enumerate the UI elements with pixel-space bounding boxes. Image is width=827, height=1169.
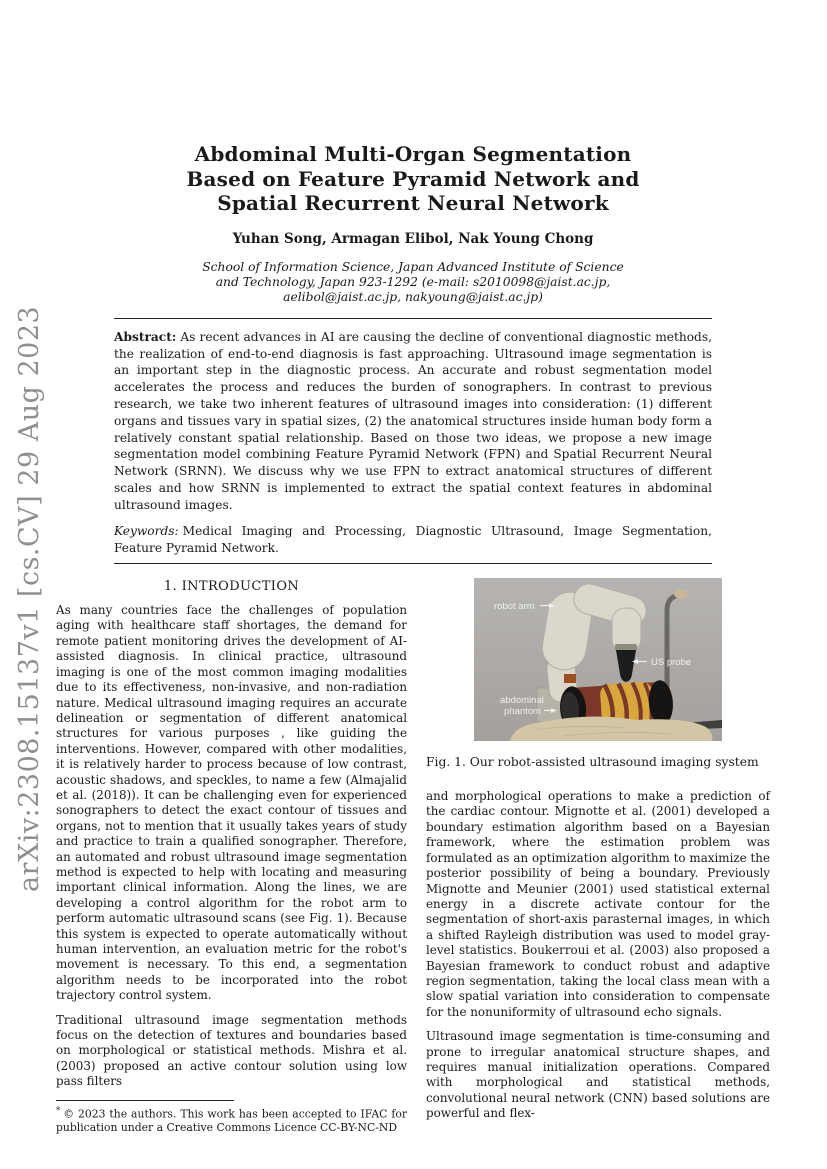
two-column-body	[56, 576, 770, 1134]
abstract-paragraph	[114, 329, 712, 514]
paper-content	[56, 0, 770, 1134]
affiliation-line-3: aelibol@jaist.ac.jp, nakyoung@jaist.ac.jp)	[283, 290, 543, 305]
title-line-1: Abdominal Multi-Organ Segmentation	[194, 142, 632, 166]
paper-title	[56, 142, 770, 216]
figure-1-caption: Fig. 1. Our robot-assisted ultrasound imaging system	[426, 755, 759, 770]
keywords-label: Keywords:	[114, 524, 179, 539]
intro-paragraph-1: As many countries face the challenges of population aging with healthcare staff shortages, the demand for remote patient monitoring drives the development of AI-assisted diagnosis. In clinical practice, ultrasound imaging is one of the most common imaging modalities due to its effectiveness, non-invasive, and non-radiation nature. Medical ultrasound imaging requires an accurate delineation or segmentation of different anatomical structures for various purposes , like guiding the interventions. However, compared with other modalities, it is relatively harder to process because of low contrast, acoustic shadows, and speckles, to name a few (Almajalid et al. (2018)). It can be challenging even for experienced sonographers to detect the exact contour of tissues and organs, not to mention that it usually takes years of study and practice to train a qualified sonographer. Therefore, an automated and robust ultrasound image segmentation method is expected to help with locating and measuring important clinical information. Along the lines, we are developing a control algorithm for the robot arm to perform automatic ultrasound scans (see Fig. 1). Because this system is expected to operate automatically without human intervention, an evaluation metric for the robot's movement is necessary. To this end, a segmentation algorithm needs to be incorporated into the robot trajectory control system.	[56, 603, 407, 1003]
intro-paragraph-2: Traditional ultrasound image segmentation methods focus on the detection of textures and boundaries based on morphological or statistical methods. Mishra et al. (2003) proposed an active contour solution using low pass filters	[56, 1012, 407, 1089]
robot-arm-label: robot arm	[494, 601, 535, 613]
robot-cable	[564, 674, 576, 683]
phantom-label-line1: abdominal	[500, 695, 544, 707]
left-column	[56, 576, 407, 1134]
footnote	[56, 1100, 407, 1134]
authors-line: Yuhan Song, Armagan Elibol, Nak Young Chong	[232, 230, 594, 247]
divider-bottom	[114, 563, 712, 564]
intro-heading: 1. INTRODUCTION	[163, 579, 300, 595]
abstract-text: As recent advances in AI are causing the decline of conventional diagnostic methods, the realization of end-to-end diagnosis is fast approaching. Ultrasound image segmentation is an important step in the diagnostic process. An accurate and robust segmentation model accelerates the process and reduces the burden of sonographers. In contrast to previous research, we take two inherent features of ultrasound images into consideration: (1) different organs and tissues vary in spatial sizes, (2) the anatomical structures inside human body form a relatively constant spatial relationship. Based on those two ideas, we propose a new image segmentation model combining Feature Pyramid Network (FPN) and Spatial Recurrent Neural Network (SRNN). We discuss why we use FPN to extract anatomical structures of different scales and how SRNN is implemented to extract the spatial context features in abdominal ultrasound images.	[114, 329, 712, 512]
pole-tip	[674, 590, 688, 599]
robot-scene-svg	[474, 578, 722, 741]
keywords-paragraph	[114, 523, 712, 557]
us-probe-label: US probe	[651, 657, 692, 669]
right-column	[426, 576, 770, 1134]
figure-1-image	[474, 578, 722, 741]
related-work-paragraph-2: Ultrasound image segmentation is time-consuming and prone to irregular anatomical structure shapes, and requires manual initialization operations. Compared with morphological and statistical methods, convolutional neural network (CNN) based solutions are powerful and flex-	[426, 1029, 770, 1121]
related-work-paragraph-1: and morphological operations to make a prediction of the cardiac contour. Mignotte et al. (2001) developed a boundary estimation algorithm based on a Bayesian framework, where the estimation problem was formulated as an optimization algorithm to maximize the posterior possibility of being a boundary. Previously Mignotte and Meunier (2001) used statistical external energy in a discrete activate contour for the segmentation of short-axis parasternal images, in which a shifted Rayleigh distribution was used to model gray-level statistics. Boukerroui et al. (2003) also proposed a Bayesian framework to conduct robust and adaptive region segmentation, taking the local class mean with a slow spatial variation into consideration to compensate for the nonuniformity of ultrasound echo signals.	[426, 789, 770, 1019]
figure-1	[426, 578, 770, 769]
keywords-text: Medical Imaging and Processing, Diagnostic Ultrasound, Image Segmentation, Feature Pyramid Network.	[114, 524, 712, 556]
divider-top	[114, 318, 712, 319]
wrist-ring	[615, 644, 637, 651]
title-line-2: Based on Feature Pyramid Network and	[186, 166, 640, 191]
arxiv-watermark: arXiv:2308.15137v1 [cs.CV] 29 Aug 2023	[14, 305, 45, 892]
footnote-marker: *	[56, 1105, 61, 1116]
abstract-label: Abstract:	[114, 329, 177, 344]
title-line-3: Spatial Recurrent Neural Network	[217, 191, 609, 215]
footnote-rule	[56, 1100, 234, 1101]
phantom-label-line2: phantom	[504, 706, 541, 718]
abstract-block	[114, 329, 712, 557]
affiliation	[56, 260, 770, 306]
affiliation-line-1: School of Information Science, Japan Advanced Institute of Science	[202, 259, 624, 274]
footnote-text: © 2023 the authors. This work has been accepted to IFAC for publication under a Creative Commons Licence CC-BY-NC-ND	[56, 1107, 407, 1134]
affiliation-line-2: and Technology, Japan 923-1292 (e-mail: s2010098@jaist.ac.jp,	[215, 274, 611, 289]
